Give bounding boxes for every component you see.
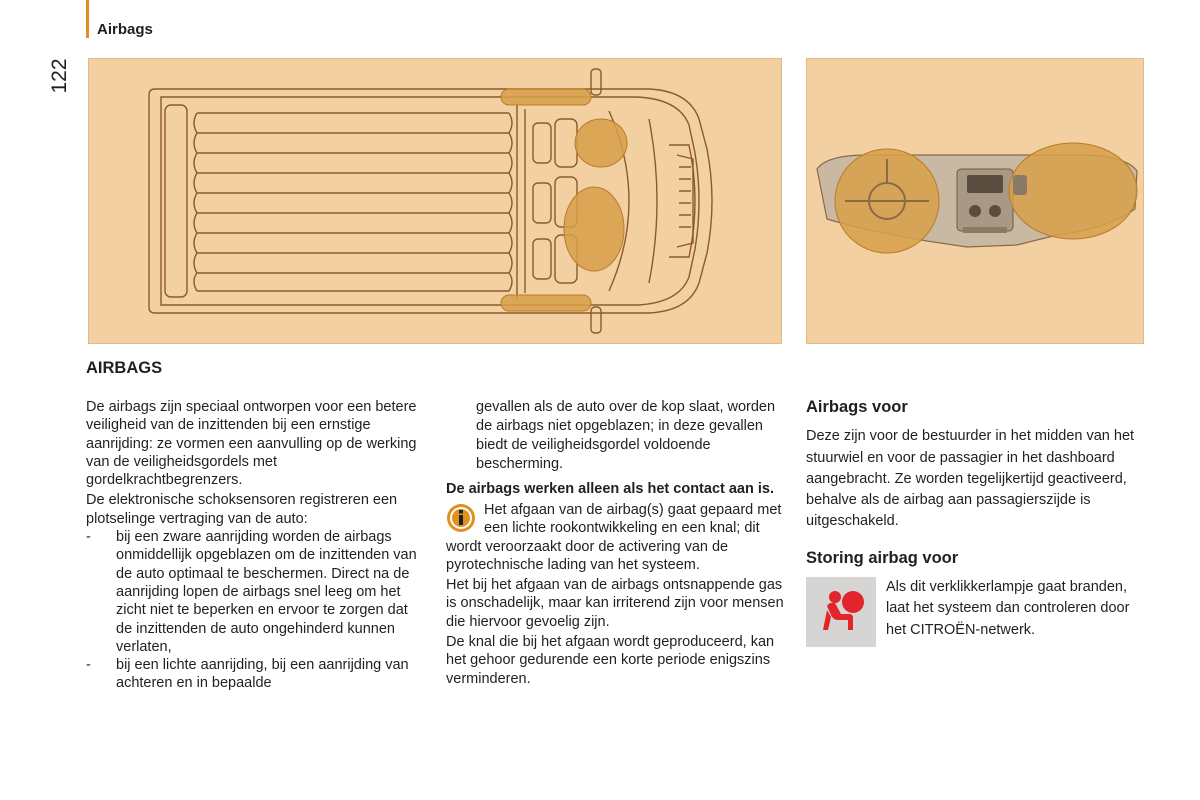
- front-airbags-heading: Airbags voor: [806, 398, 908, 416]
- main-heading: AIRBAGS: [86, 359, 163, 377]
- bullet-text: bij een lichte aanrijding, bij een aanrijding van achteren en in bepaalde: [116, 657, 409, 692]
- list-item: [86, 528, 426, 656]
- info-icon: [446, 503, 476, 533]
- list-item: [86, 656, 426, 693]
- sensors-paragraph: De elektronische schoksensoren registreren een plotselinge vertraging van de auto:: [86, 492, 398, 527]
- van-top-view-airbag-icon: [89, 59, 781, 343]
- noise-paragraph: De knal die bij het afgaan wordt geproduceerd, kan het gehoor gedurende een korte periode enigszins verminderen.: [446, 634, 775, 687]
- van-topview-figure: [88, 58, 782, 344]
- page-number: 122: [48, 58, 71, 94]
- fault-row: [806, 577, 1146, 647]
- gas-paragraph: Het bij het afgaan van de airbags ontsnappende gas is onschadelijk, maar kan irriterend zijn voor mensen die hiervoor gevoelig zijn.: [446, 577, 784, 630]
- bullet-text: bij een zware aanrijding worden de airbags onmiddellijk opgeblazen om de inzittenden van de auto optimaal te beschermen. Direct na de aanrijding lopen de airbags snel leeg om het zicht niet te beperken en ervoor te zorgen dat de inzittenden de auto ongehinderd kunnen verlaten,: [116, 529, 417, 655]
- fault-heading: Storing airbag voor: [806, 548, 959, 567]
- warning-lamp-box: [806, 577, 876, 647]
- dashboard-airbag-icon: [807, 59, 1143, 343]
- front-airbags-text: Deze zijn voor de bestuurder in het midden van het stuurwiel en voor de passagier in het dashboard aangebracht. Ze worden tegelijkertijd geactiveerd, behalve als de airbag aan passagierszijde is uitgeschakeld.: [806, 428, 1135, 530]
- info-text: Het afgaan van de airbag(s) gaat gepaard met een lichte rookontwikkeling en een knal; dit wordt veroorzaakt door de activering van de pyrotechnische lading van het systeem.: [446, 502, 782, 573]
- column-1: [86, 398, 426, 693]
- bullet-marker: -: [86, 529, 91, 546]
- bullet-marker: -: [86, 657, 91, 674]
- section-title: Airbags: [97, 21, 153, 38]
- airbag-warning-lamp-icon: [813, 584, 869, 640]
- intro-paragraph: De airbags zijn speciaal ontworpen voor een betere veiligheid van de inzittenden bij een ernstige aanrijding: ze vormen een aanvulling op de werking van de veiligheidsgordels met gordelkrachtbegrenzers.: [86, 399, 417, 489]
- header-accent-bar: [86, 0, 89, 38]
- dashboard-figure: [806, 58, 1144, 344]
- fault-text: Als dit verklikkerlampje gaat branden, laat het systeem dan controleren door het CITROËN-netwerk.: [886, 579, 1130, 638]
- bullet-continuation: gevallen als de auto over de kop slaat, worden de airbags niet opgeblazen; in deze gevallen biedt de veiligheidsgordel voldoende bescherming.: [476, 399, 776, 472]
- column-3: [806, 398, 1146, 647]
- contact-note: De airbags werken alleen als het contact aan is.: [446, 481, 774, 497]
- column-2: [446, 398, 786, 688]
